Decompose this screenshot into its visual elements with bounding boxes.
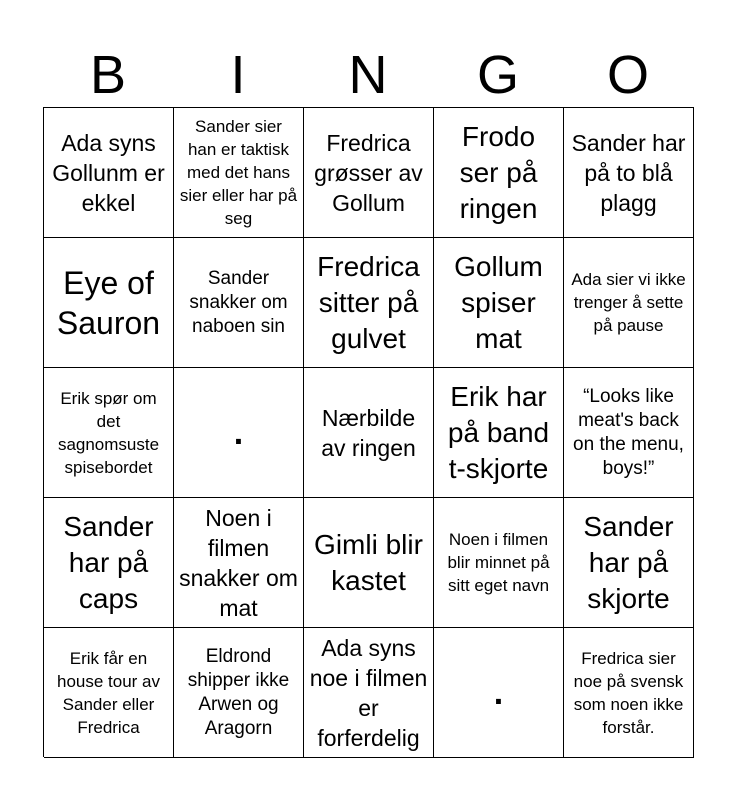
bingo-cell[interactable] (564, 108, 694, 238)
header-letter-n: N (348, 45, 388, 105)
cell-text: Fredrica sier noe på svensk som noen ikke forstår. (573, 648, 684, 737)
cell-text: Eye of Sauron (56, 264, 161, 341)
cell-text: Erik har på band t-skjorte (447, 380, 550, 484)
bingo-header (43, 44, 693, 106)
bingo-cell[interactable] (304, 238, 434, 368)
bingo-cell[interactable] (174, 498, 304, 628)
header-letter-g: G (476, 45, 519, 105)
bingo-cell[interactable] (174, 368, 304, 498)
cell-text: Noen i filmen blir minnet på sitt eget navn (447, 530, 550, 595)
cell-text: Sander har på skjorte (583, 510, 674, 614)
bingo-cell[interactable] (434, 628, 564, 758)
bingo-cell[interactable] (434, 368, 564, 498)
cell-text: Sander har på caps (63, 510, 154, 614)
bingo-cell[interactable] (434, 498, 564, 628)
cell-text: Ada syns Gollunm er ekkel (52, 129, 165, 216)
bingo-cell[interactable] (44, 498, 174, 628)
bingo-cell[interactable] (304, 498, 434, 628)
cell-text: . (233, 413, 244, 452)
cell-text: Sander sier han er taktisk med det hans sier eller har på seg (179, 117, 298, 228)
bingo-cell[interactable] (564, 238, 694, 368)
bingo-cell[interactable] (304, 368, 434, 498)
cell-text: Fredrica sitter på gulvet (317, 250, 420, 354)
cell-text: Erik spør om det sagnomsuste spisebordet (57, 388, 160, 477)
cell-text: Nærbilde av ringen (321, 404, 416, 461)
cell-text: Sander snakker om naboen sin (189, 267, 288, 337)
bingo-cell[interactable] (174, 108, 304, 238)
cell-text: Gollum spiser mat (454, 250, 543, 354)
header-letter-o: O (606, 45, 649, 105)
cell-text: Frodo ser på ringen (459, 120, 538, 224)
header-letter-i: I (230, 45, 246, 105)
bingo-cell[interactable] (304, 108, 434, 238)
bingo-cell[interactable] (434, 108, 564, 238)
cell-text: Ada syns noe i filmen er forferdelig (309, 634, 428, 751)
bingo-cell[interactable] (44, 628, 174, 758)
cell-text: Fredrica grøsser av Gollum (314, 129, 423, 216)
cell-text: Ada sier vi ikke trenger å sette på pause (571, 270, 686, 335)
bingo-cell[interactable] (44, 108, 174, 238)
bingo-cell[interactable] (174, 628, 304, 758)
bingo-cell[interactable] (564, 368, 694, 498)
bingo-cell[interactable] (174, 238, 304, 368)
bingo-cell[interactable] (304, 628, 434, 758)
header-letter-b: B (89, 45, 127, 105)
cell-text: . (493, 673, 504, 712)
cell-text: “Looks like meat's back on the menu, boys!” (573, 385, 684, 479)
bingo-cell[interactable] (44, 238, 174, 368)
cell-text: Noen i filmen snakker om mat (179, 504, 298, 621)
cell-text: Sander har på to blå plagg (571, 129, 686, 216)
bingo-cell[interactable] (564, 628, 694, 758)
bingo-cell[interactable] (434, 238, 564, 368)
bingo-grid (43, 107, 694, 757)
cell-text: Eldrond shipper ikke Arwen og Aragorn (187, 645, 290, 739)
bingo-cell[interactable] (564, 498, 694, 628)
bingo-cell[interactable] (44, 368, 174, 498)
cell-text: Erik får en house tour av Sander eller Fredrica (56, 648, 160, 737)
cell-text: Gimli blir kastet (314, 528, 423, 596)
